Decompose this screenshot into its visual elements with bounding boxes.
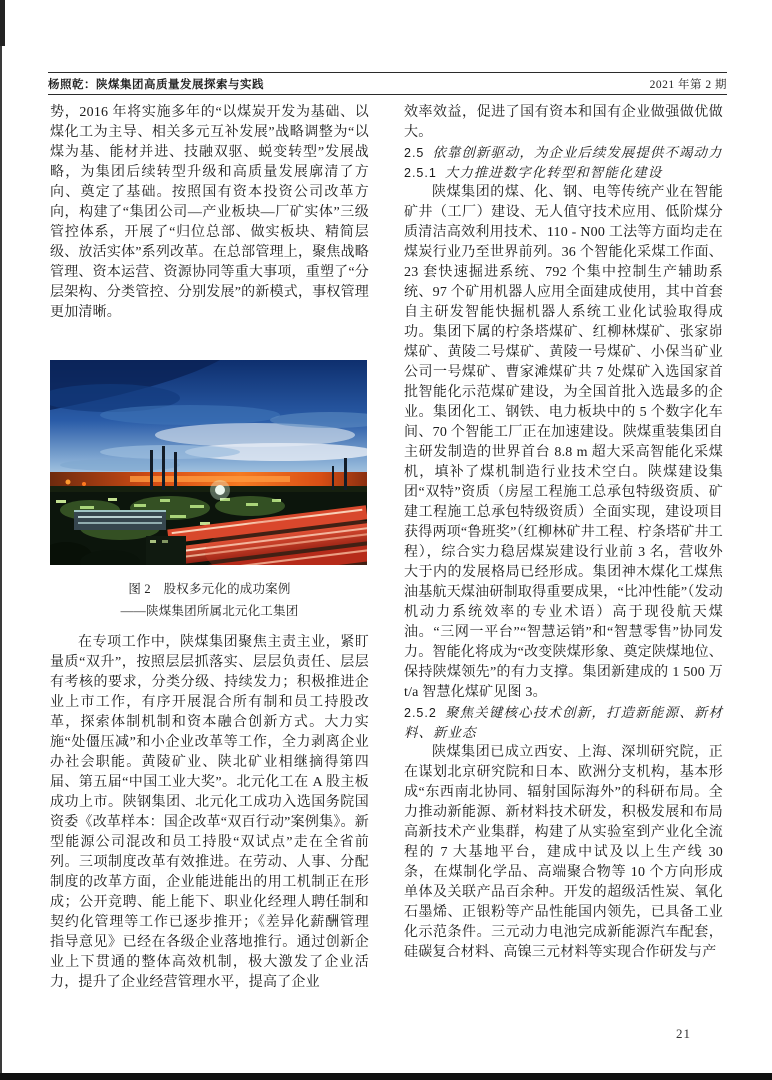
running-header-issue: 2021 年第 2 期 [649,79,727,91]
scan-left-edge-artifact [0,0,2,1080]
paragraph-strategy: 势，2016 年将实施多年的“以煤炭开发为基础、以煤化工为主导、相关多元互补发展”战略调整为“以煤为基、能材并进、技融双驱、蜕变转型”发展战略，为集团后续转型升级和高质量发展廓清了方向、奠定了基础。按照国有资本投资公司改革方向，构建了“集团公司—产业板块—厂矿实体”三级管控体系，开展了“归位总部、做实板块、精简层级、放活实体”系列改革。在总部管理上，聚焦战略管理、资本运营、资源协同等重大事项，重塑了“分层架构、分类管控、分别发展”的新模式，事权管理更加清晰。 [50,105,369,320]
scan-corner-blot-artifact [0,0,5,46]
left-column [50,103,369,993]
header-rule-top [48,72,727,73]
figure-2-caption-subtitle: ——陕煤集团所属北元化工集团 [120,604,299,618]
right-column [404,103,723,963]
section-heading-2-5 [404,143,723,163]
paragraph-continuation: 效率效益，促进了国有资本和国有企业做强做优做大。 [404,105,723,140]
figure-2-caption [50,578,369,622]
section-number: 2.5.2 [404,706,437,720]
page-number: 21 [676,1026,691,1041]
figure-2-caption-title: 图 2 股权多元化的成功案例 [128,582,291,596]
section-heading-2-5-1 [404,163,723,183]
section-heading-2-5-2 [404,703,723,743]
running-header [48,76,727,92]
figure-2 [50,360,369,622]
section-number: 2.5.1 [404,166,437,180]
running-header-title: 杨照乾：陕煤集团高质量发展探索与实践 [48,79,264,91]
section-title: 大力推进数字化转型和智能化建设 [444,165,663,180]
paragraph-special-work: 在专项工作中，陕煤集团聚焦主责主业，紧盯量质“双升”，按照层层抓落实、层层负责任、层层有考核的要求，分类分级、持续发力；积极推进企业上市工作，有序开展混合所有制和员工持股改革，探索体制机制和资本融合创新方式。大力实施“处僵压减”和小企业改革等工作，全力剥离企业办社会职能。黄陵矿业、陕北矿业相继摘得第四届、第五届“中国工业大奖”。北元化工在 A 股主板成功上市。陕钢集团、北元化工成功入选国务院国资委《改革样本：国企改革“双百行动”案例集》。新型能源公司混改和员工持股“双试点”走在全省前列。三项制度改革有效推进。在劳动、人事、分配制度的改革方面，企业能进能出的用工机制正在形成；公开竞聘、能上能下、职业化经理人聘任制和契约化管理等工作已逐步推开；《差异化薪酬管理指导意见》已经在各级企业落地推行。通过创新企业上下贯通的整体高效机制，极大激发了企业活力，提升了企业经营管理水平，提高了企业 [50,635,369,990]
scan-bottom-edge-artifact [0,1073,772,1080]
section-title: 依靠创新驱动，为企业后续发展提供不竭动力 [432,145,723,160]
section-number: 2.5 [404,146,425,160]
section-title: 聚焦关键核心技术创新，打造新能源、新材料、新业态 [404,705,723,740]
industrial-plant-dusk-photo [50,360,367,565]
paragraph-innovation: 陕煤集团已成立西安、上海、深圳研究院，正在谋划北京研究院和日本、欧洲分支机构，基本形成“东西南北协同、辐射国际海外”的科研布局。全力推动新能源、新材料技术研发，积极发展和布局高新技术产业集群，构建了从实验室到产业化全流程的 7 大基地平台，建成中试及以上生产线 30 条，在煤制化学品、高端聚合物等 10 个方向形成单体及关联产品百余种。开发的超级活性炭、氧化石墨烯、正银粉等产品性能国内领先，已具备工业化示范条件。三元动力电池完成新能源汽车配套，硅碳复合材料、高镍三元材料等实现合作研发与产 [404,745,723,960]
paragraph-digital: 陕煤集团的煤、化、钢、电等传统产业在智能矿井（工厂）建设、无人值守技术应用、低阶煤分质清洁高效利用技术、110 - N00 工法等方面均走在煤炭行业乃至世界前列。36 个智能化采煤工作面、23 套快速掘进系统、792 个集中控制生产辅助系统、97 个矿用机器人应用全面建成使用，其中首套自主研发智能快掘机器人系统工业化试验取得成功。集团下属的柠条塔煤矿、红柳林煤矿、张家峁煤矿、黄陵二号煤矿、黄陵一号煤矿、小保当矿业公司一号煤矿、曹家滩煤矿共 7 处煤矿入选国家首批智能化示范煤矿建设，为全国首批入选最多的企业。集团化工、钢铁、电力板块中的 5 个数字化车间、70 个智能工厂正在加速建设。陕煤重装集团自主研发制造的世界首台 8.8 m 超大采高智能化采煤机，填补了煤机制造行业技术空白。陕煤建设集团“双特”资质（房屋工程施工总承包特级资质、矿建工程施工总承包特级资质）全面实现，建设项目获得两项“鲁班奖”（红柳林矿井工程、柠条塔矿井工程），综合实力稳居煤炭建设行业前 3 名，营收外大于内的发展格局已经形成。集团神木煤化工煤焦油基航天煤油研制取得重要成果，“比冲性能”（发动机动力系统效率的专业术语）高于现役航天煤油。“三网一平台”“智慧运销”和“智慧零售”协同发力。智能化将成为“改变陕煤形象、奠定陕煤地位、保持陕煤领先”的有力支撑。集团新建成的 1 500 万 t/a 智慧化煤矿见图 3。 [404,185,723,700]
header-rule-bottom [48,94,727,95]
